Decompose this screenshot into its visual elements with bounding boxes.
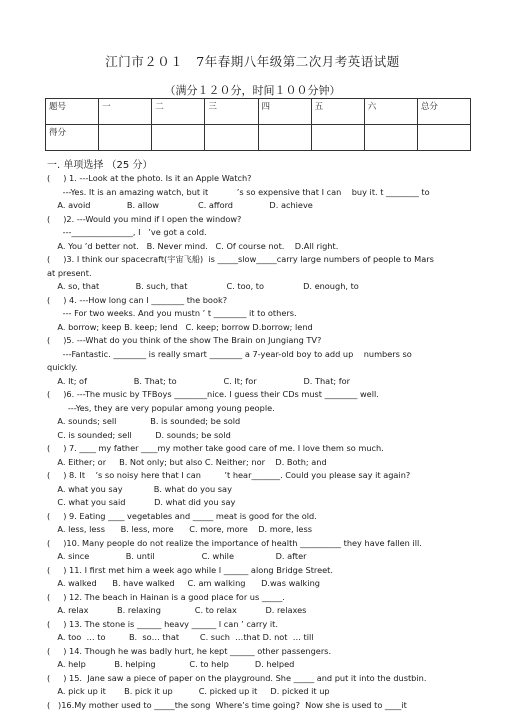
question-line: quickly.: [47, 362, 78, 372]
question-line: ( )2. ---Would you mind if I open the window?: [47, 213, 242, 224]
question-line: ( )6. ---The music by TFBoys ________nice. I guess their CDs must ________ well.: [47, 389, 379, 399]
score-cell: [205, 125, 258, 151]
question-line: ( ) 11. I first met him a week ago while I ______ along Bridge Street.: [47, 564, 333, 575]
question-line: ( )16.My mother used to _____the song Where’s time going? Now she is used to ____it: [47, 699, 407, 710]
question-line: ( ) 9. Eating ____ vegetables and _____ meat is good for the old.: [47, 510, 317, 521]
question-line: C. what you said D. what did you say: [47, 497, 236, 507]
question-line: ( )3. I think our spacecraft(宇宙飞船) is _____slow_____carry large numbers of people to Mars: [47, 254, 434, 264]
score-cell: 总分: [417, 99, 470, 125]
question-line: ( ) 8. It ’s so noisy here that I can ’t hear_______. Could you please say it again?: [47, 470, 411, 480]
score-table: [45, 98, 471, 151]
question-line: A. sounds; sell B. is sounded; be sold: [47, 416, 241, 426]
question-line: ---_______________, I ’ve got a cold.: [47, 227, 207, 237]
score-cell: 二: [152, 99, 205, 125]
question-line: ( ) 15. Jane saw a piece of paper on the playground. She _____ and put it into the dustbin.: [47, 672, 427, 683]
question-line: A. borrow; keep B. keep; lend C. keep; borrow D.borrow; lend: [47, 321, 313, 332]
question-line: ---Fantastic. ________ is really smart ________ a 7-year-old boy to add up numbers so: [47, 348, 412, 359]
score-cell: 得分: [46, 125, 99, 151]
question-line: A. help B. helping C. to help D. helped: [47, 659, 295, 669]
question-line: ( ) 13. The stone is ______ heavy ______ I can ’ carry it.: [47, 618, 278, 629]
question-line: --- For two weeks. And you mustn ’ t ________ it to others.: [47, 308, 297, 318]
section-title: 一. 单项选择 （25 分）: [47, 160, 153, 171]
question-line: A. You ’d better not. B. Never mind. C. Of course not. D.All right.: [47, 240, 339, 251]
question-line: ( ) 12. The beach in Hainan is a good place for us _____.: [47, 591, 285, 602]
score-cell: [311, 125, 364, 151]
score-cell: 题号: [46, 99, 99, 125]
score-cell: [258, 125, 311, 151]
question-line: A. less, less B. less, more C. more, more D. more, less: [47, 524, 312, 534]
question-line: C. is sounded; sell D. sounds; be sold: [47, 429, 231, 440]
score-table-score-row: [46, 125, 471, 151]
question-line: ( ) 14. Though he was badly hurt, he kept ______ other passengers.: [47, 645, 332, 656]
score-cell: 一: [99, 99, 152, 125]
question-line: A. pick up it B. pick it up C. picked up it D. picked it up: [47, 686, 330, 696]
exam-title: 江门市２０１ 7年春期八年级第二次月考英语试题: [105, 54, 400, 69]
question-line: ( )10. Many people do not realize the importance of health __________ they have fallen ill.: [47, 537, 422, 548]
question-line: A. what you say B. what do you say: [47, 483, 232, 494]
question-line: ( )5. ---What do you think of the show The Brain on Jungiang TV?: [47, 335, 322, 345]
score-table-header-row: [46, 99, 471, 125]
question-line: A. too … to B. so… that C. such …that D. not … till: [47, 632, 314, 642]
score-cell: 五: [311, 99, 364, 125]
score-cell: [99, 125, 152, 151]
question-line: at present.: [47, 267, 92, 278]
score-cell: 六: [364, 99, 417, 125]
question-line: ( ) 1. ---Look at the photo. Is it an Apple Watch?: [47, 173, 252, 183]
score-cell: [152, 125, 205, 151]
score-cell: [364, 125, 417, 151]
score-cell: 三: [205, 99, 258, 125]
question-list: [47, 172, 497, 712]
score-cell: [417, 125, 470, 151]
question-line: A. avoid B. allow C. afford D. achieve: [47, 200, 313, 210]
exam-subtitle: （满分１２０分，时间１００分钟）: [164, 84, 341, 97]
question-line: ( ) 7. ____ my father ____my mother take good care of me. I love them so much.: [47, 443, 384, 453]
question-line: A. since B. until C. while D. after: [47, 551, 307, 561]
question-line: A. It; of B. That; to C. It; for D. That; for: [47, 375, 351, 386]
question-line: A. Either; or B. Not only; but also C. Neither; nor D. Both; and: [47, 456, 327, 467]
question-line: ---Yes, they are very popular among young people.: [47, 402, 275, 413]
question-line: A. walked B. have walked C. am walking D.was walking: [47, 578, 320, 588]
question-line: A. relax B. relaxing C. to relax D. relaxes: [47, 605, 307, 615]
question-line: ( ) 4. ---How long can I ________ the book?: [47, 294, 228, 305]
question-line: A. so, that B. such, that C. too, to D. enough, to: [47, 281, 359, 291]
score-cell: 四: [258, 99, 311, 125]
question-line: ---Yes. It is an amazing watch, but it ’s so expensive that I can buy it. t ________ to: [47, 186, 430, 197]
